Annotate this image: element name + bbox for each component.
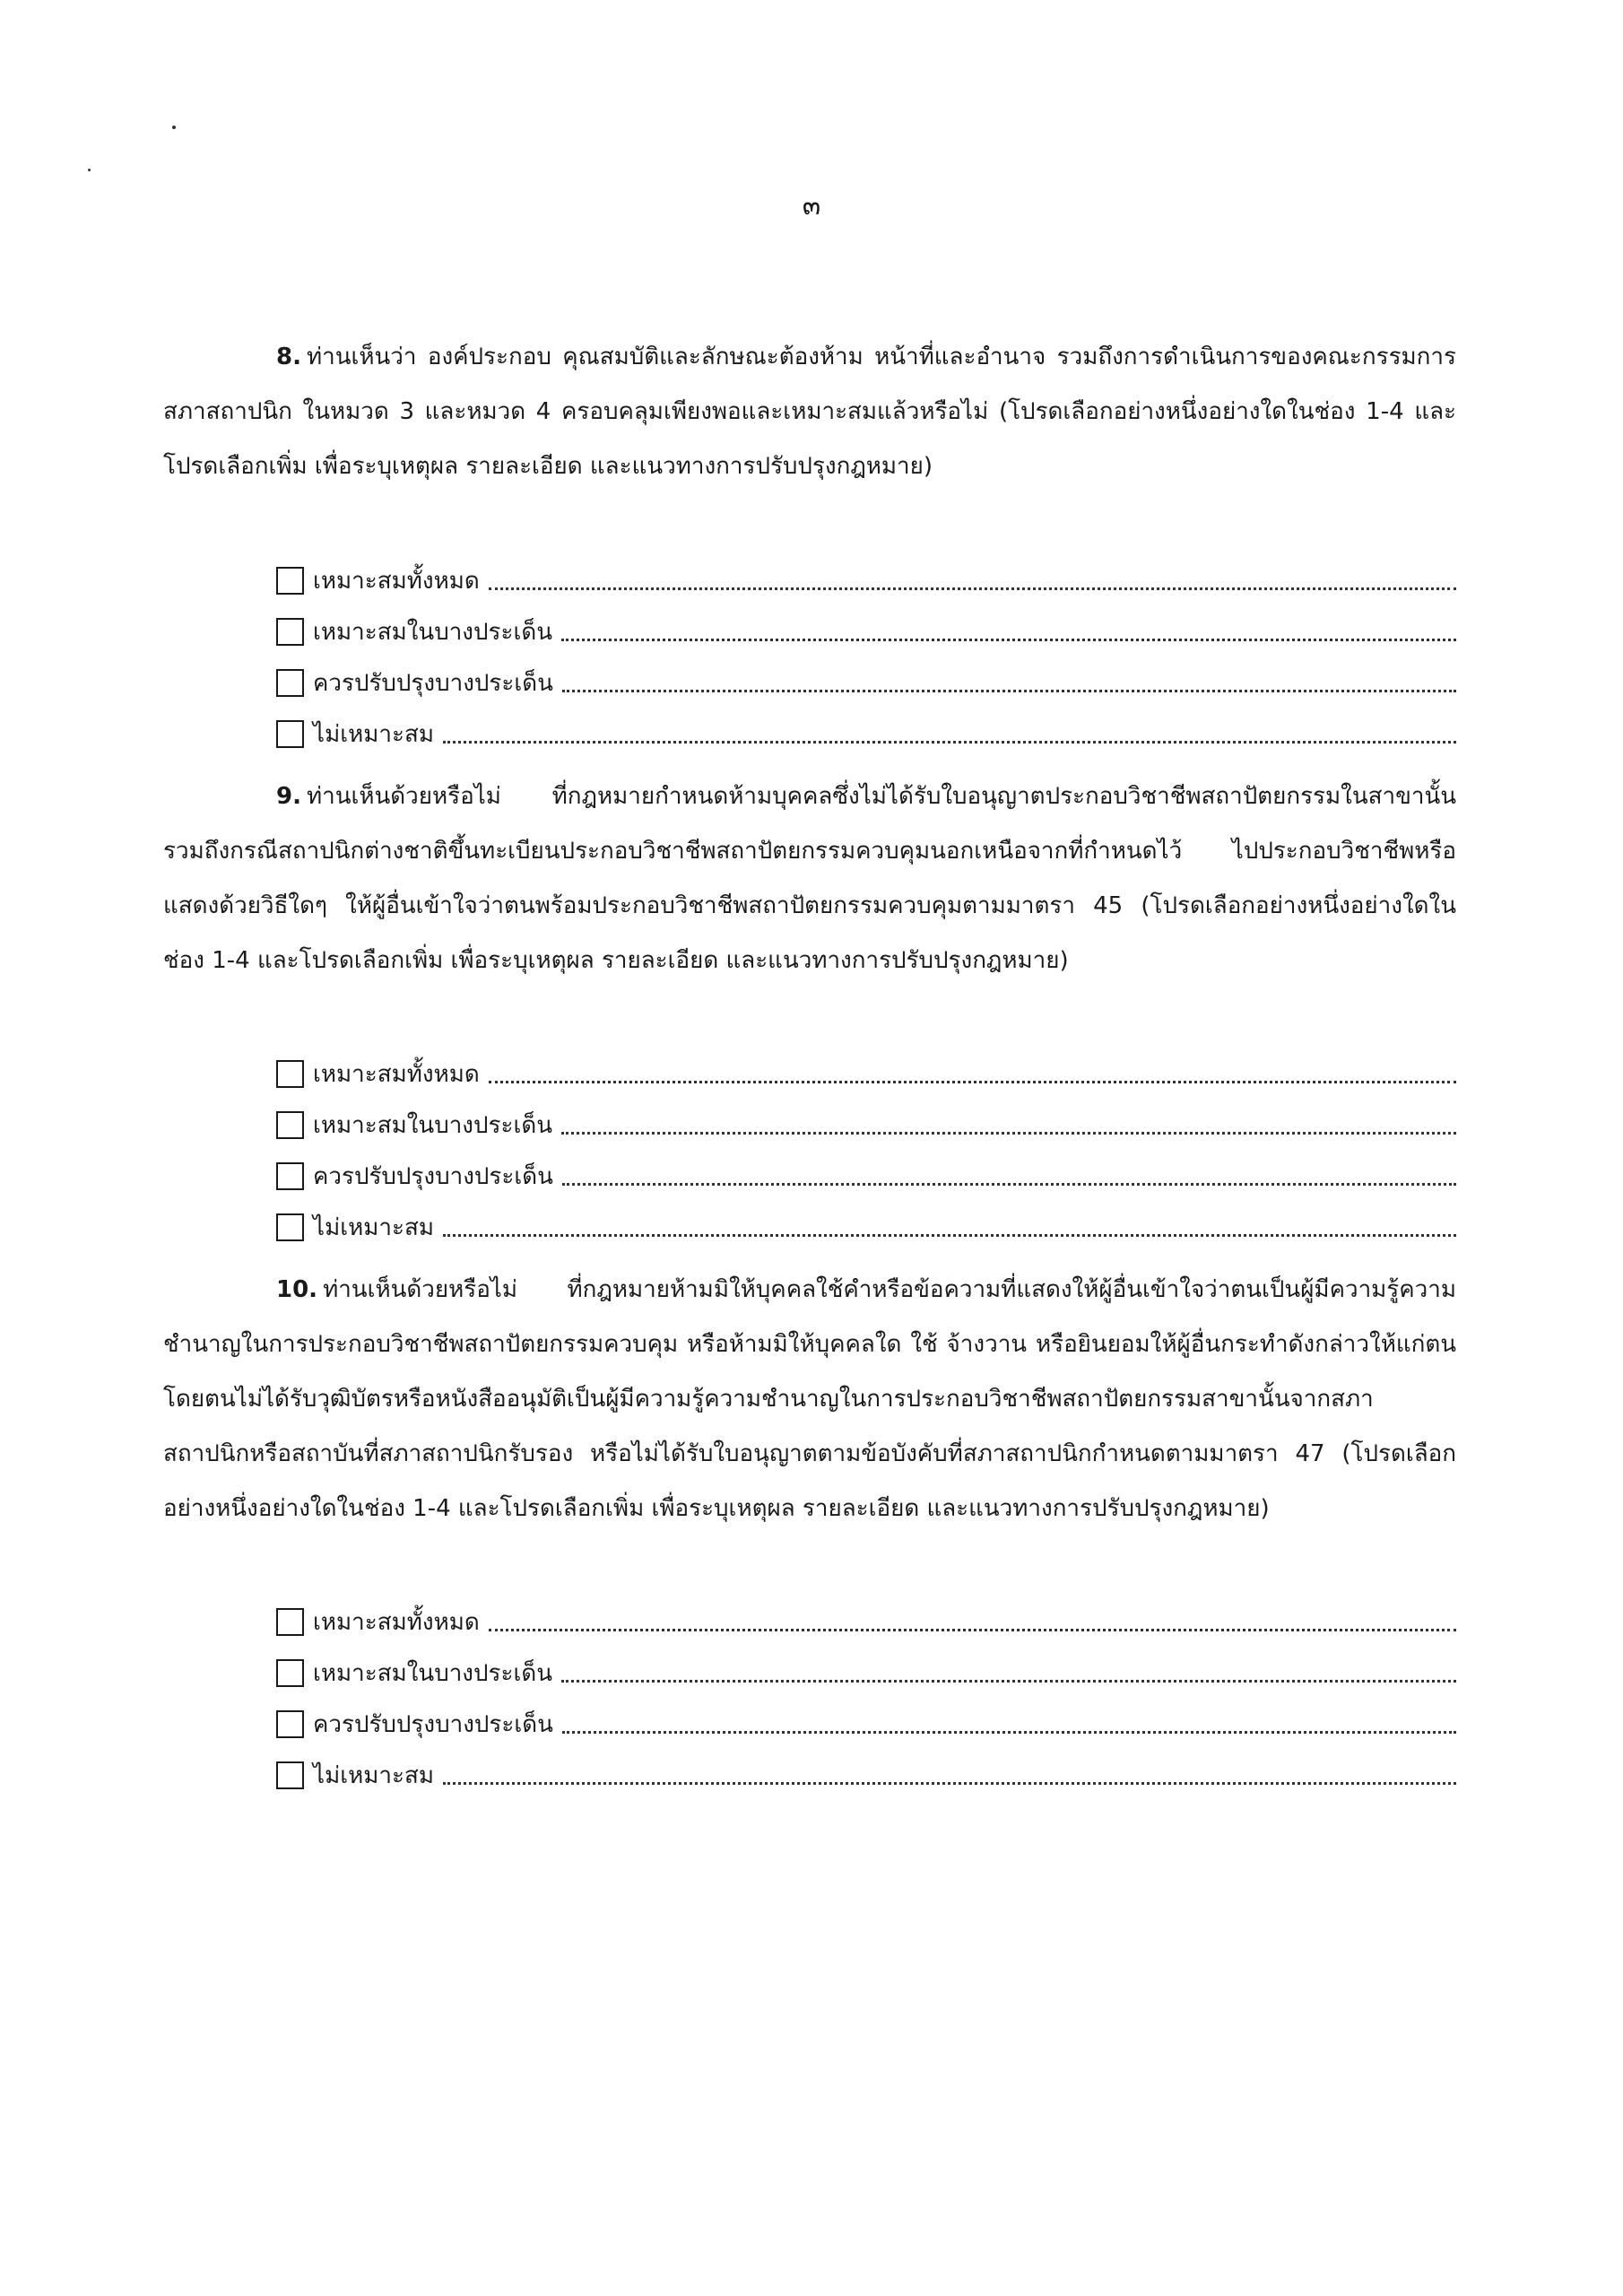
- checkbox[interactable]: [276, 1111, 304, 1139]
- checkbox[interactable]: [276, 1710, 304, 1738]
- option-label: เหมาะสมทั้งหมด: [313, 1608, 480, 1636]
- option-label: ควรปรับปรุงบางประเด็น: [313, 669, 553, 697]
- checkbox[interactable]: [276, 1060, 304, 1088]
- checkbox[interactable]: [276, 1608, 304, 1636]
- answer-line[interactable]: [561, 1680, 1456, 1683]
- option-label: เหมาะสมในบางประเด็น: [313, 1659, 552, 1687]
- answer-line[interactable]: [489, 587, 1456, 590]
- checkbox[interactable]: [276, 669, 304, 697]
- answer-line[interactable]: [561, 639, 1456, 641]
- option-label: ไม่เหมาะสม: [313, 1213, 434, 1241]
- q8-option-4[interactable]: [276, 709, 1456, 759]
- q10-option-2[interactable]: [276, 1648, 1456, 1698]
- answer-line[interactable]: [562, 690, 1456, 692]
- q8-option-2[interactable]: [276, 606, 1456, 657]
- option-label: เหมาะสมในบางประเด็น: [313, 1111, 552, 1139]
- option-label: ควรปรับปรุงบางประเด็น: [313, 1162, 553, 1190]
- answer-line[interactable]: [562, 1183, 1456, 1186]
- question-9: [163, 770, 1456, 988]
- q8-option-3[interactable]: [276, 657, 1456, 708]
- page-number: ๓: [802, 190, 821, 222]
- question-number: 9.: [276, 783, 301, 810]
- q9-option-3[interactable]: [276, 1151, 1456, 1201]
- checkbox[interactable]: [276, 1761, 304, 1789]
- checkbox[interactable]: [276, 1659, 304, 1687]
- option-label: เหมาะสมในบางประเด็น: [313, 618, 552, 646]
- question-number: 10.: [276, 1276, 318, 1303]
- answer-line[interactable]: [489, 1081, 1456, 1083]
- option-label: ควรปรับปรุงบางประเด็น: [313, 1710, 553, 1738]
- q9-option-2[interactable]: [276, 1100, 1456, 1150]
- answer-line[interactable]: [443, 1782, 1456, 1785]
- q10-option-3[interactable]: [276, 1699, 1456, 1749]
- option-label: เหมาะสมทั้งหมด: [313, 1060, 480, 1088]
- answer-line[interactable]: [443, 741, 1456, 744]
- q8-option-1[interactable]: [276, 555, 1456, 605]
- question-text: ท่านเห็นด้วยหรือไม่ ที่กฎหมายกำหนดห้ามบุคคลซึ่งไม่ได้รับใบอนุญาตประกอบวิชาชีพสถาปัตยกรรมในสาขานั้น รวมถึงกรณีสถาปนิกต่างชาติขึ้นทะเบียนประกอบวิชาชีพสถาปัตยกรรมควบคุมนอกเหนือจากที่กำหนดไว้ ไปประกอบวิชาชีพหรือแสดงด้วยวิธีใดๆ ให้ผู้อื่นเข้าใจว่าตนพร้อมประกอบวิชาชีพสถาปัตยกรรมควบคุมตามมาตรา 45 (โปรดเลือกอย่างหนึ่งอย่างใดในช่อง 1-4 และโปรดเลือกเพิ่ม เพื่อระบุเหตุผล รายละเอียด และแนวทางการปรับปรุงกฎหมาย): [163, 783, 1456, 974]
- q9-option-4[interactable]: [276, 1202, 1456, 1252]
- question-text: ท่านเห็นด้วยหรือไม่ ที่กฎหมายห้ามมิให้บุคคลใช้คำหรือข้อความที่แสดงให้ผู้อื่นเข้าใจว่าตนเป็นผู้มีความรู้ความชำนาญในการประกอบวิชาชีพสถาปัตยกรรมควบคุม หรือห้ามมิให้บุคคลใด ใช้ จ้างวาน หรือยินยอมให้ผู้อื่นกระทำดังกล่าวให้แก่ตน โดยตนไม่ได้รับวุฒิบัตรหรือหนังสืออนุมัติเป็นผู้มีความรู้ความชำนาญในการประกอบวิชาชีพสถาปัตยกรรมสาขานั้นจากสภาสถาปนิกหรือสถาบันที่สภาสถาปนิกรับรอง หรือไม่ได้รับใบอนุญาตตามข้อบังคับที่สภาสถาปนิกกำหนดตามมาตรา 47 (โปรดเลือกอย่างหนึ่งอย่างใดในช่อง 1-4 และโปรดเลือกเพิ่ม เพื่อระบุเหตุผล รายละเอียด และแนวทางการปรับปรุงกฎหมาย): [163, 1276, 1456, 1522]
- q10-option-1[interactable]: [276, 1596, 1456, 1647]
- answer-line[interactable]: [562, 1731, 1456, 1734]
- answer-line[interactable]: [561, 1132, 1456, 1135]
- option-label: ไม่เหมาะสม: [313, 1761, 434, 1789]
- q10-option-4[interactable]: [276, 1750, 1456, 1800]
- checkbox[interactable]: [276, 720, 304, 748]
- answer-line[interactable]: [443, 1234, 1456, 1237]
- answer-line[interactable]: [489, 1629, 1456, 1631]
- checkbox[interactable]: [276, 618, 304, 646]
- question-text: ท่านเห็นว่า องค์ประกอบ คุณสมบัติและลักษณะต้องห้าม หน้าที่และอำนาจ รวมถึงการดำเนินการของคณะกรรมการสภาสถาปนิก ในหมวด 3 และหมวด 4 ครอบคลุมเพียงพอและเหมาะสมแล้วหรือไม่ (โปรดเลือกอย่างหนึ่งอย่างใดในช่อง 1-4 และโปรดเลือกเพิ่ม เพื่อระบุเหตุผล รายละเอียด และแนวทางการปรับปรุงกฎหมาย): [163, 344, 1456, 480]
- checkbox[interactable]: [276, 1162, 304, 1190]
- option-label: เหมาะสมทั้งหมด: [313, 567, 480, 595]
- option-label: ไม่เหมาะสม: [313, 720, 434, 748]
- question-number: 8.: [276, 344, 301, 370]
- q9-option-1[interactable]: [276, 1048, 1456, 1099]
- question-8: [163, 330, 1456, 494]
- checkbox[interactable]: [276, 567, 304, 595]
- checkbox[interactable]: [276, 1213, 304, 1241]
- question-10: [163, 1263, 1456, 1536]
